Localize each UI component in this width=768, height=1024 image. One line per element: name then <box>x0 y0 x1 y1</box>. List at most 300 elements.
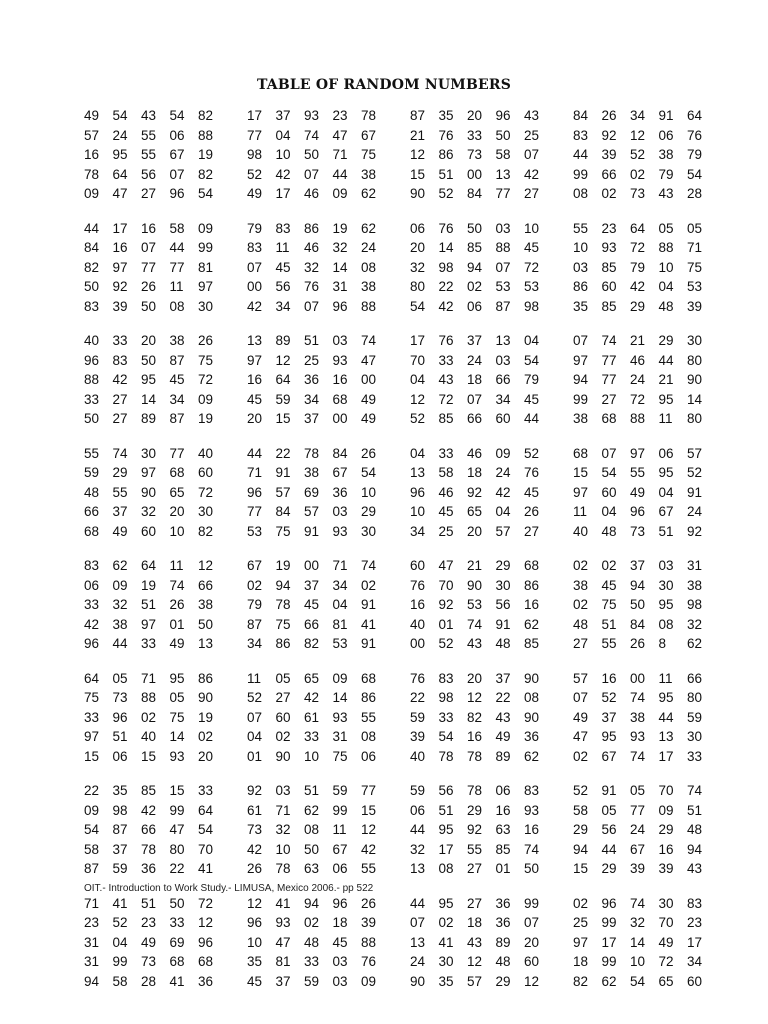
number-cell: 33 <box>84 391 100 407</box>
number-cell: 70 <box>438 577 454 593</box>
number-cell: 38 <box>573 411 589 426</box>
number-cell: 15 <box>361 802 377 818</box>
number-cell: 37 <box>601 709 617 725</box>
number-cell: 73 <box>112 690 128 705</box>
number-cell: 16 <box>410 597 426 612</box>
number-cell: 78 <box>84 166 100 182</box>
number-cell: 63 <box>495 822 511 837</box>
number-cell: 42 <box>112 372 128 387</box>
number-row <box>247 522 410 542</box>
number-cell: 91 <box>361 636 377 651</box>
number-cell: 52 <box>630 147 646 162</box>
number-cell: 08 <box>658 616 674 632</box>
number-cell: 20 <box>247 411 263 426</box>
number-cell: 42 <box>495 484 511 500</box>
number-cell: 44 <box>601 841 617 857</box>
number-row <box>573 483 736 503</box>
number-cell: 50 <box>524 861 540 876</box>
number-cell: 73 <box>467 147 483 162</box>
number-cell: 54 <box>601 465 617 480</box>
number-cell: 14 <box>332 690 348 705</box>
number-cell: 41 <box>112 895 128 911</box>
number-cell: 92 <box>438 597 454 612</box>
number-row <box>573 126 736 146</box>
number-cell: 80 <box>687 690 703 705</box>
number-cell: 13 <box>410 465 426 480</box>
number-row <box>247 165 410 185</box>
number-cell: 75 <box>84 690 100 705</box>
number-row <box>247 669 410 689</box>
number-row <box>573 952 736 972</box>
number-row <box>573 556 736 576</box>
number-cell: 26 <box>198 333 214 348</box>
number-cell: 29 <box>658 822 674 837</box>
number-cell: 15 <box>573 465 589 480</box>
number-cell: 26 <box>169 597 185 612</box>
number-cell: 34 <box>687 954 703 969</box>
number-group <box>84 781 764 879</box>
number-cell: 82 <box>573 973 589 989</box>
number-cell: 47 <box>573 729 589 744</box>
number-cell: 91 <box>687 484 703 500</box>
number-cell: 79 <box>687 147 703 162</box>
number-cell: 17 <box>687 934 703 950</box>
number-cell: 62 <box>687 636 703 651</box>
number-row <box>84 595 247 615</box>
number-cell: 60 <box>524 954 540 969</box>
number-cell: 09 <box>332 186 348 201</box>
number-row <box>84 859 247 879</box>
number-cell: 74 <box>524 841 540 857</box>
number-row <box>573 801 736 821</box>
number-cell: 69 <box>169 934 185 950</box>
number-cell: 09 <box>198 391 214 407</box>
number-cell: 50 <box>467 220 483 236</box>
number-cell: 00 <box>410 636 426 651</box>
number-cell: 37 <box>112 841 128 857</box>
number-cell: 36 <box>332 484 348 500</box>
number-cell: 79 <box>630 259 646 275</box>
number-cell: 49 <box>84 108 100 123</box>
number-cell: 15 <box>410 166 426 182</box>
number-cell: 58 <box>84 841 100 857</box>
number-cell: 04 <box>275 127 291 143</box>
number-group <box>84 669 764 767</box>
number-cell: 34 <box>495 391 511 407</box>
number-cell: 22 <box>438 279 454 294</box>
number-cell: 06 <box>169 127 185 143</box>
number-cell: 02 <box>361 577 377 593</box>
number-cell: 44 <box>112 636 128 651</box>
number-cell: 68 <box>169 465 185 480</box>
number-cell: 36 <box>524 729 540 744</box>
number-cell: 77 <box>601 372 617 387</box>
number-cell: 80 <box>410 279 426 294</box>
number-cell: 79 <box>247 597 263 612</box>
number-cell: 42 <box>361 841 377 857</box>
number-cell: 15 <box>84 748 100 764</box>
number-row <box>247 277 410 297</box>
number-row <box>84 483 247 503</box>
number-cell: 46 <box>438 484 454 500</box>
number-cell: 11 <box>275 240 290 255</box>
number-cell: 91 <box>658 108 674 123</box>
number-cell: 50 <box>84 411 100 426</box>
number-cell: 34 <box>275 298 291 314</box>
number-cell: 38 <box>687 577 703 593</box>
number-cell: 39 <box>112 298 128 314</box>
number-cell: 45 <box>247 973 263 989</box>
number-cell: 52 <box>247 690 263 705</box>
number-cell: 53 <box>332 636 348 651</box>
number-cell: 11 <box>332 822 347 837</box>
number-cell: 37 <box>275 973 291 989</box>
number-cell: 87 <box>84 861 100 876</box>
number-cell: 35 <box>247 954 263 969</box>
number-cell: 53 <box>467 597 483 612</box>
number-row <box>84 801 247 821</box>
number-cell: 87 <box>410 108 426 123</box>
number-cell: 12 <box>630 127 646 143</box>
number-row <box>247 708 410 728</box>
number-cell: 30 <box>658 895 674 911</box>
number-cell: 11 <box>573 504 588 519</box>
number-cell: 18 <box>467 915 483 930</box>
number-cell: 96 <box>169 186 185 201</box>
number-cell: 58 <box>112 973 128 989</box>
number-block <box>410 669 573 767</box>
number-cell: 12 <box>361 822 377 837</box>
number-cell: 70 <box>658 915 674 930</box>
number-row <box>84 952 247 972</box>
number-cell: 63 <box>304 861 320 876</box>
number-cell: 06 <box>410 802 426 818</box>
number-row <box>84 297 247 317</box>
number-cell: 60 <box>495 411 511 426</box>
number-cell: 06 <box>361 748 377 764</box>
number-cell: 32 <box>410 259 426 275</box>
number-cell: 66 <box>687 670 703 686</box>
number-cell: 74 <box>630 895 646 911</box>
number-cell: 42 <box>524 166 540 182</box>
number-cell: 52 <box>438 636 454 651</box>
number-cell: 02 <box>573 748 589 764</box>
number-row <box>410 894 573 914</box>
number-row <box>84 444 247 464</box>
number-cell: 59 <box>112 861 128 876</box>
number-cell: 33 <box>438 709 454 725</box>
number-cell: 32 <box>141 504 157 519</box>
number-cell: 20 <box>467 108 483 123</box>
number-cell: 41 <box>275 895 291 911</box>
number-cell: 12 <box>198 558 214 573</box>
number-row <box>247 576 410 596</box>
number-cell: 59 <box>332 783 348 798</box>
number-cell: 59 <box>84 465 100 480</box>
number-row <box>573 615 736 635</box>
number-cell: 17 <box>438 841 454 857</box>
number-cell: 78 <box>361 108 377 123</box>
number-row <box>410 351 573 371</box>
number-cell: 99 <box>112 954 128 969</box>
number-cell: 23 <box>687 915 703 930</box>
number-cell: 45 <box>601 577 617 593</box>
number-block <box>573 219 736 317</box>
number-cell: 73 <box>630 186 646 201</box>
number-cell: 83 <box>524 783 540 798</box>
number-cell: 71 <box>687 240 703 255</box>
number-row <box>247 634 410 654</box>
number-cell: 17 <box>247 108 263 123</box>
number-cell: 96 <box>247 915 263 930</box>
number-cell: 38 <box>630 709 646 725</box>
number-cell: 21 <box>658 372 674 387</box>
number-cell: 33 <box>438 352 454 368</box>
number-cell: 14 <box>438 240 454 255</box>
number-cell: 75 <box>169 709 185 725</box>
number-cell: 20 <box>410 240 426 255</box>
number-cell: 46 <box>304 240 320 255</box>
number-cell: 40 <box>573 523 589 539</box>
number-cell: 48 <box>84 484 100 500</box>
number-cell: 34 <box>247 636 263 651</box>
number-block <box>573 556 736 654</box>
number-cell: 50 <box>304 841 320 857</box>
number-row <box>410 331 573 351</box>
number-cell: 97 <box>198 279 214 294</box>
number-cell: 51 <box>601 616 617 632</box>
number-cell: 10 <box>524 220 540 236</box>
number-row <box>410 727 573 747</box>
number-cell: 00 <box>361 372 377 387</box>
number-row <box>84 840 247 860</box>
number-cell: 06 <box>84 577 100 593</box>
number-row <box>84 390 247 410</box>
number-cell: 50 <box>198 616 214 632</box>
number-cell: 66 <box>601 166 617 182</box>
number-cell: 30 <box>687 729 703 744</box>
number-cell: 84 <box>467 186 483 201</box>
number-cell: 25 <box>573 915 589 930</box>
number-cell: 32 <box>630 915 646 930</box>
number-cell: 10 <box>304 748 320 764</box>
number-cell: 11 <box>169 279 184 294</box>
number-cell: 94 <box>467 259 483 275</box>
number-cell: 03 <box>332 504 348 519</box>
number-cell: 05 <box>169 690 185 705</box>
number-row <box>247 351 410 371</box>
number-cell: 48 <box>304 934 320 950</box>
number-cell: 54 <box>687 166 703 182</box>
number-cell: 70 <box>658 783 674 798</box>
number-cell: 16 <box>658 841 674 857</box>
number-cell: 29 <box>658 333 674 348</box>
number-cell: 86 <box>275 636 291 651</box>
number-cell: 14 <box>687 391 703 407</box>
number-cell: 09 <box>84 186 100 201</box>
number-row <box>84 165 247 185</box>
number-row <box>247 297 410 317</box>
number-cell: 18 <box>467 465 483 480</box>
number-cell: 93 <box>630 729 646 744</box>
number-cell: 56 <box>495 597 511 612</box>
number-cell: 23 <box>601 220 617 236</box>
number-cell: 36 <box>495 895 511 911</box>
number-row <box>84 409 247 429</box>
number-cell: 84 <box>630 616 646 632</box>
number-cell: 77 <box>601 352 617 368</box>
number-row <box>573 840 736 860</box>
number-cell: 31 <box>687 558 703 573</box>
number-cell: 13 <box>410 861 426 876</box>
number-row <box>573 933 736 953</box>
number-row <box>247 463 410 483</box>
number-cell: 88 <box>658 240 674 255</box>
number-cell: 09 <box>332 670 348 686</box>
number-cell: 85 <box>467 240 483 255</box>
number-cell: 38 <box>112 616 128 632</box>
number-cell: 55 <box>467 841 483 857</box>
number-cell: 95 <box>112 147 128 162</box>
number-cell: 02 <box>467 279 483 294</box>
number-row <box>247 145 410 165</box>
number-row <box>410 556 573 576</box>
number-cell: 52 <box>601 690 617 705</box>
number-cell: 60 <box>410 558 426 573</box>
number-cell: 60 <box>687 973 703 989</box>
number-block <box>573 331 736 429</box>
number-cell: 10 <box>410 504 426 519</box>
number-cell: 33 <box>438 445 454 461</box>
number-cell: 39 <box>361 915 377 930</box>
number-cell: 79 <box>524 372 540 387</box>
number-row <box>410 933 573 953</box>
number-cell: 76 <box>304 279 320 294</box>
number-cell: 44 <box>410 895 426 911</box>
number-cell: 48 <box>658 298 674 314</box>
number-cell: 47 <box>361 352 377 368</box>
number-cell: 65 <box>169 484 185 500</box>
number-cell: 56 <box>438 783 454 798</box>
number-cell: 55 <box>141 127 157 143</box>
number-cell: 83 <box>84 298 100 314</box>
number-cell: 99 <box>524 895 540 911</box>
number-cell: 04 <box>332 597 348 612</box>
number-cell: 07 <box>141 240 157 255</box>
number-cell: 20 <box>467 523 483 539</box>
number-cell: 86 <box>438 147 454 162</box>
number-cell: 86 <box>304 220 320 236</box>
number-block <box>84 444 247 542</box>
number-cell: 97 <box>247 352 263 368</box>
number-cell: 41 <box>361 616 377 632</box>
number-cell: 08 <box>361 259 377 275</box>
number-cell: 30 <box>495 577 511 593</box>
number-cell: 07 <box>495 259 511 275</box>
number-block <box>84 669 247 767</box>
number-cell: 49 <box>361 411 377 426</box>
number-cell: 8 <box>658 636 667 651</box>
number-cell: 96 <box>84 352 100 368</box>
number-cell: 72 <box>438 391 454 407</box>
number-cell: 93 <box>275 915 291 930</box>
number-cell: 93 <box>524 802 540 818</box>
number-cell: 04 <box>410 445 426 461</box>
number-cell: 19 <box>198 147 214 162</box>
number-row <box>84 522 247 542</box>
number-cell: 08 <box>438 861 454 876</box>
number-cell: 51 <box>141 597 157 612</box>
number-cell: 92 <box>467 822 483 837</box>
number-cell: 00 <box>247 279 263 294</box>
number-cell: 39 <box>410 729 426 744</box>
number-cell: 36 <box>198 973 214 989</box>
number-cell: 49 <box>630 484 646 500</box>
number-row <box>573 258 736 278</box>
number-cell: 39 <box>630 861 646 876</box>
number-cell: 16 <box>332 372 348 387</box>
number-row <box>573 972 736 992</box>
number-cell: 04 <box>410 372 426 387</box>
number-cell: 04 <box>247 729 263 744</box>
number-cell: 71 <box>247 465 263 480</box>
number-cell: 96 <box>410 484 426 500</box>
number-row <box>573 219 736 239</box>
number-cell: 04 <box>601 504 617 519</box>
number-cell: 19 <box>332 220 348 236</box>
number-cell: 60 <box>198 465 214 480</box>
number-cell: 25 <box>438 523 454 539</box>
number-cell: 68 <box>84 523 100 539</box>
number-cell: 50 <box>141 352 157 368</box>
number-cell: 75 <box>687 259 703 275</box>
number-cell: 78 <box>467 783 483 798</box>
number-cell: 45 <box>524 240 540 255</box>
number-cell: 02 <box>438 915 454 930</box>
number-row <box>410 444 573 464</box>
number-cell: 05 <box>275 670 291 686</box>
number-cell: 81 <box>332 616 348 632</box>
number-cell: 33 <box>687 748 703 764</box>
number-cell: 26 <box>141 279 157 294</box>
number-block <box>410 556 573 654</box>
number-cell: 24 <box>495 465 511 480</box>
number-row <box>84 184 247 204</box>
number-cell: 52 <box>438 186 454 201</box>
number-cell: 38 <box>169 333 185 348</box>
number-cell: 29 <box>601 861 617 876</box>
number-cell: 94 <box>573 372 589 387</box>
number-cell: 62 <box>112 558 128 573</box>
number-cell: 02 <box>304 915 320 930</box>
number-row <box>573 502 736 522</box>
number-cell: 54 <box>112 108 128 123</box>
number-cell: 13 <box>410 934 426 950</box>
number-row <box>410 483 573 503</box>
number-cell: 65 <box>658 973 674 989</box>
number-cell: 37 <box>467 333 483 348</box>
number-cell: 51 <box>438 166 454 182</box>
number-cell: 96 <box>198 934 214 950</box>
number-cell: 19 <box>275 558 291 573</box>
number-cell: 95 <box>658 391 674 407</box>
number-row <box>410 669 573 689</box>
number-cell: 24 <box>630 372 646 387</box>
number-cell: 08 <box>304 822 320 837</box>
number-block <box>410 106 573 204</box>
number-row <box>573 390 736 410</box>
number-cell: 55 <box>573 220 589 236</box>
